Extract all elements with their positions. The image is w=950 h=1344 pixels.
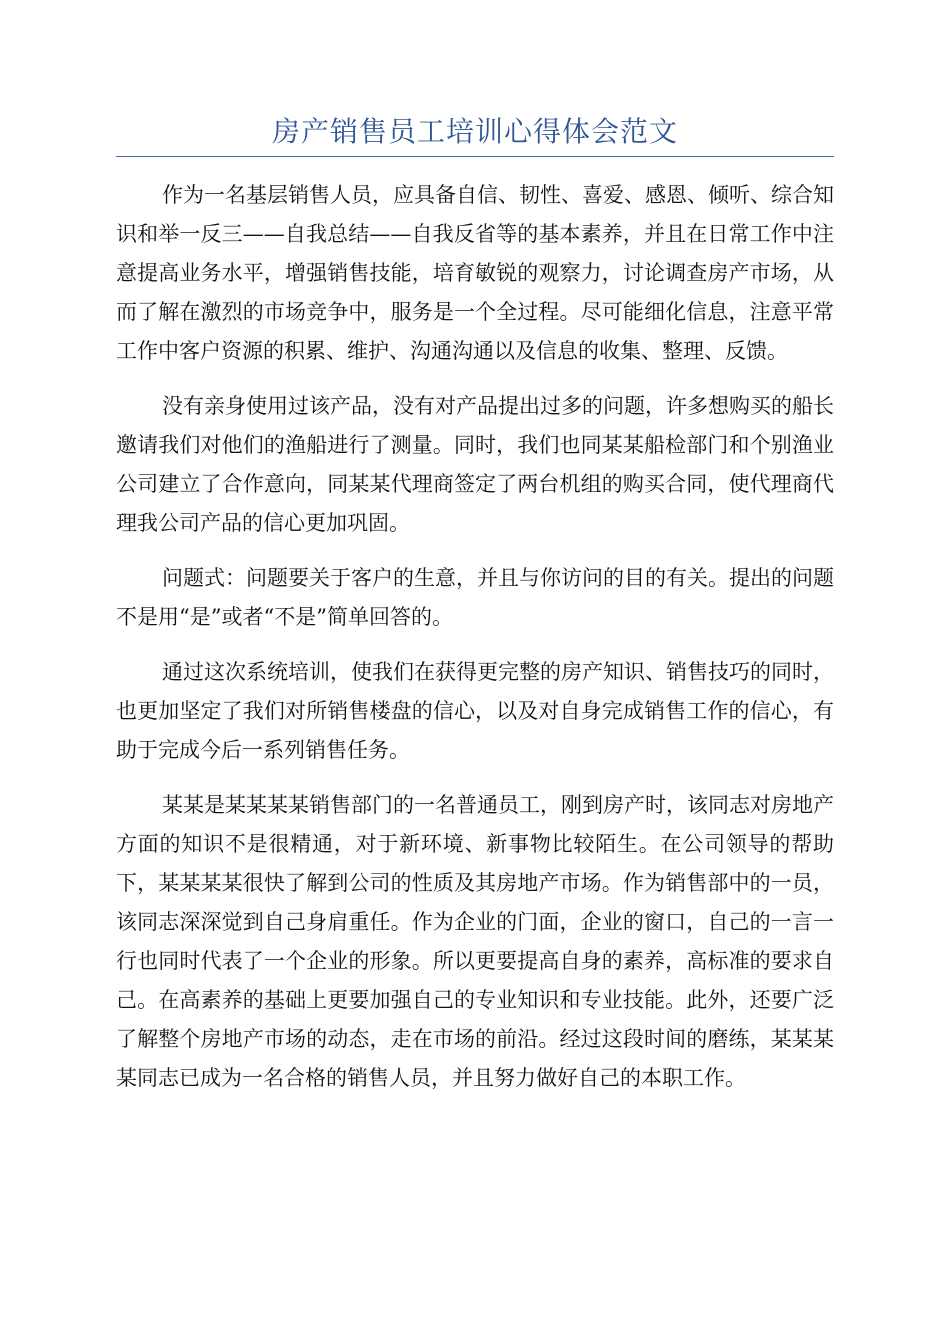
page-title: 房产销售员工培训心得体会范文	[271, 115, 678, 148]
paragraph-1: 作为一名基层销售人员，应具备自信、韧性、喜爱、感恩、倾听、综合知识和举一反三——自我总结——自我反省等的基本素养，并且在日常工作中注意提高业务水平，增强销售技能，培育敏锐的观察力，讨论调查房产市场，从而了解在激烈的市场竞争中，服务是一个全过程。尽可能细化信息，注意平常工作中客户资源的积累、维护、沟通沟通以及信息的收集、整理、反馈。	[116, 183, 834, 363]
paragraph-2: 没有亲身使用过该产品，没有对产品提出过多的问题，许多想购买的船长邀请我们对他们的渔船进行了测量。同时，我们也同某某船检部门和个别渔业公司建立了合作意向，同某某代理商签定了两台机组的购买合同，使代理商代理我公司产品的信心更加巩固。	[116, 394, 834, 535]
paragraph-3: 问题式：问题要关于客户的生意，并且与你访问的目的有关。提出的问题不是用“是”或者“不是”简单回答的。	[116, 566, 834, 629]
document-body	[116, 176, 834, 1114]
paragraph-5: 某某是某某某某销售部门的一名普通员工，刚到房产时，该同志对房地产方面的知识不是很精通，对于新环境、新事物比较陌生。在公司领导的帮助下，某某某某很快了解到公司的性质及其房地产市场。作为销售部中的一员，该同志深深觉到自己身肩重任。作为企业的门面，企业的窗口，自己的一言一行也同时代表了一个企业的形象。所以更要提高自身的素养，高标准的要求自己。在高素养的基础上更要加强自己的专业知识和专业技能。此外，还要广泛了解整个房地产市场的动态，走在市场的前沿。经过这段时间的磨练，某某某某同志已成为一名合格的销售人员，并且努力做好自己的本职工作。	[116, 793, 834, 1090]
paragraph-4: 通过这次系统培训，使我们在获得更完整的房产知识、销售技巧的同时，也更加坚定了我们对所销售楼盘的信心，以及对自身完成销售工作的信心，有助于完成今后一系列销售任务。	[116, 660, 834, 762]
title-area	[116, 112, 834, 157]
